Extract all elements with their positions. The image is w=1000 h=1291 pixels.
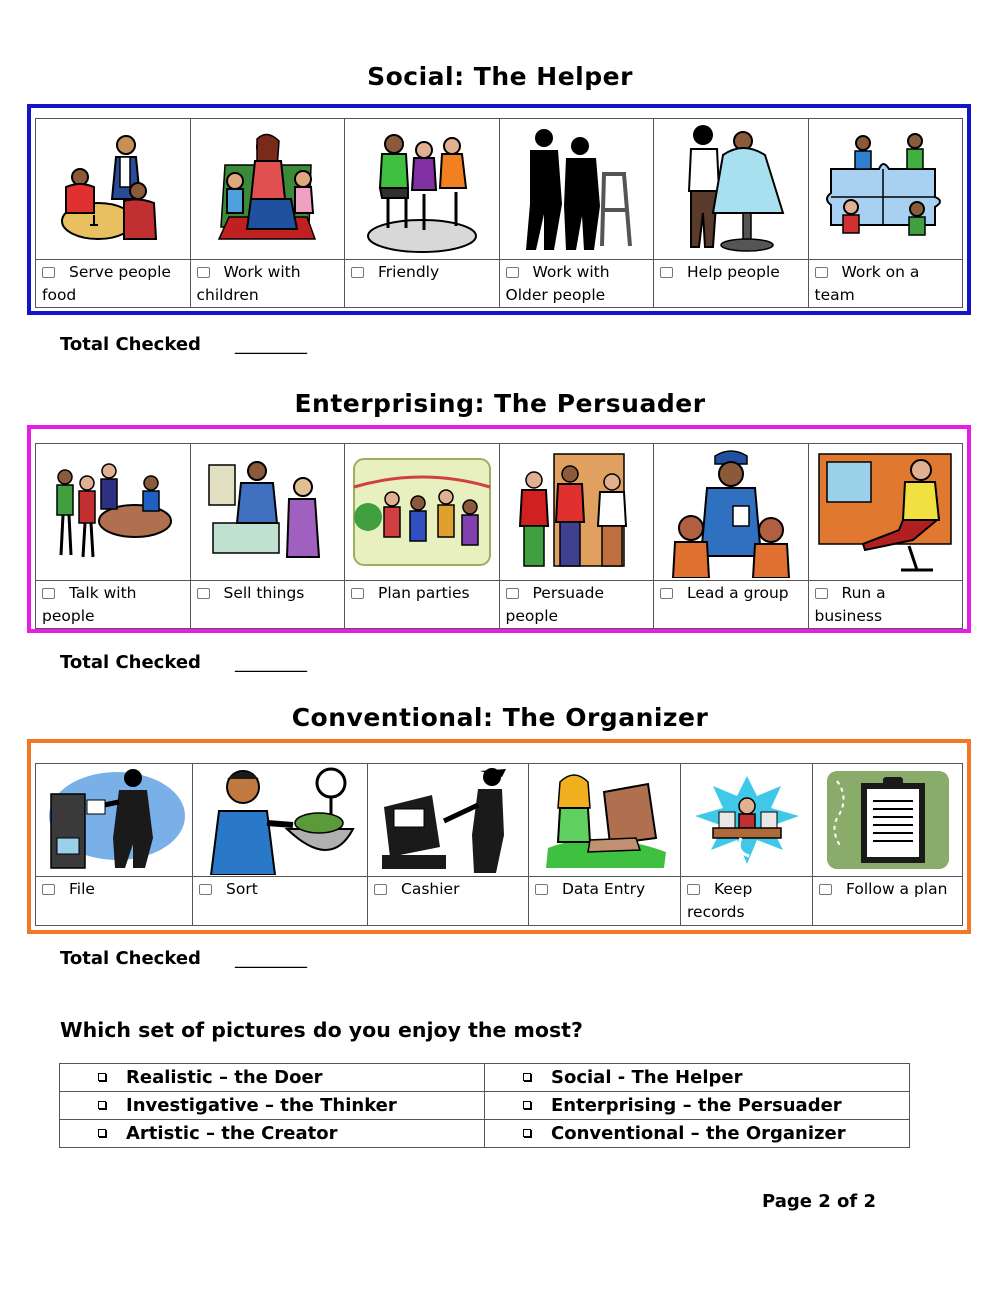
waiter-serving-icon bbox=[58, 129, 168, 249]
activity-option[interactable] bbox=[345, 260, 500, 308]
answer-label: Conventional – the Organizer bbox=[551, 1123, 846, 1144]
puzzle-team-icon bbox=[823, 129, 947, 249]
party-guests-icon bbox=[352, 457, 492, 567]
computer-typing-icon bbox=[540, 768, 670, 872]
total-checked-label: Total Checked bbox=[60, 652, 201, 673]
total-checked-conventional bbox=[60, 948, 307, 969]
picture-cell bbox=[345, 444, 500, 581]
answer-label: Realistic – the Doer bbox=[126, 1067, 323, 1088]
activity-label: Lead a group bbox=[687, 584, 789, 602]
hairdresser-icon bbox=[669, 121, 793, 257]
activity-option[interactable] bbox=[808, 260, 963, 308]
group-talking-icon bbox=[51, 457, 175, 567]
activity-label: Sort bbox=[226, 880, 258, 898]
activity-option[interactable] bbox=[499, 260, 654, 308]
checkbox[interactable] bbox=[535, 884, 548, 895]
section-frame-social bbox=[27, 104, 971, 315]
activity-option[interactable] bbox=[813, 877, 963, 926]
activity-label: Serve people food bbox=[42, 263, 171, 304]
section-title-conventional: Conventional: The Organizer bbox=[291, 703, 709, 732]
activity-option[interactable] bbox=[368, 877, 529, 926]
picture-cell bbox=[499, 119, 654, 260]
activity-option[interactable] bbox=[190, 581, 345, 629]
section-title-social: Social: The Helper bbox=[367, 62, 633, 91]
answer-label: Social - The Helper bbox=[551, 1067, 743, 1088]
answer-options-table bbox=[59, 1063, 910, 1148]
activity-option[interactable] bbox=[808, 581, 963, 629]
answer-option[interactable] bbox=[60, 1120, 485, 1148]
picture-cell bbox=[813, 764, 963, 877]
checkbox[interactable] bbox=[687, 884, 700, 895]
answer-option[interactable] bbox=[60, 1092, 485, 1120]
answer-option[interactable] bbox=[485, 1120, 910, 1148]
activity-label: Help people bbox=[687, 263, 780, 281]
answer-label: Enterprising – the Persuader bbox=[551, 1095, 842, 1116]
checkbox[interactable] bbox=[197, 267, 210, 278]
picture-cell bbox=[345, 119, 500, 260]
activity-option[interactable] bbox=[681, 877, 813, 926]
activity-label: Work with children bbox=[196, 263, 301, 304]
activity-label: Keep records bbox=[687, 880, 753, 921]
total-checked-blank[interactable]: ________ bbox=[235, 334, 307, 355]
picture-cell bbox=[36, 444, 191, 581]
picture-cell bbox=[529, 764, 681, 877]
picture-cell bbox=[808, 444, 963, 581]
activity-grid-conventional bbox=[35, 763, 963, 926]
activity-grid-social bbox=[35, 118, 963, 308]
section-frame-enterprising bbox=[27, 425, 971, 633]
activity-option[interactable] bbox=[654, 581, 809, 629]
square-bullet-icon[interactable] bbox=[98, 1101, 106, 1109]
filing-cabinet-icon bbox=[41, 768, 187, 872]
activity-option[interactable] bbox=[36, 260, 191, 308]
business-meeting-icon bbox=[514, 450, 638, 574]
square-bullet-icon[interactable] bbox=[523, 1073, 531, 1081]
answer-label: Investigative – the Thinker bbox=[126, 1095, 397, 1116]
activity-label: Talk with people bbox=[42, 584, 137, 625]
picture-cell bbox=[654, 444, 809, 581]
checkbox[interactable] bbox=[819, 884, 832, 895]
activity-label: File bbox=[69, 880, 95, 898]
teacher-children-icon bbox=[211, 129, 323, 249]
activity-label: Sell things bbox=[223, 584, 305, 602]
page-number: Page 2 of 2 bbox=[762, 1191, 876, 1212]
checkbox[interactable] bbox=[506, 267, 519, 278]
clipboard-icon bbox=[825, 769, 951, 871]
checkbox[interactable] bbox=[197, 588, 210, 599]
total-checked-social bbox=[60, 334, 307, 355]
picture-cell bbox=[193, 764, 368, 877]
picture-cell bbox=[368, 764, 529, 877]
checkbox[interactable] bbox=[42, 884, 55, 895]
checkbox[interactable] bbox=[660, 267, 673, 278]
total-checked-label: Total Checked bbox=[60, 334, 201, 355]
total-checked-enterprising bbox=[60, 652, 307, 673]
activity-option[interactable] bbox=[529, 877, 681, 926]
picture-cell bbox=[654, 119, 809, 260]
scale-sorting-icon bbox=[205, 765, 355, 875]
activity-label: Run a business bbox=[814, 584, 886, 625]
activity-label: Friendly bbox=[378, 263, 440, 281]
activity-grid-enterprising bbox=[35, 443, 963, 629]
checkbox[interactable] bbox=[351, 267, 364, 278]
friends-sitting-icon bbox=[362, 124, 482, 254]
coach-team-icon bbox=[671, 446, 791, 578]
activity-label: Work with Older people bbox=[505, 263, 610, 304]
square-bullet-icon[interactable] bbox=[523, 1129, 531, 1137]
picture-cell bbox=[681, 764, 813, 877]
total-checked-label: Total Checked bbox=[60, 948, 201, 969]
activity-option[interactable] bbox=[36, 581, 191, 629]
checkbox[interactable] bbox=[351, 588, 364, 599]
executive-phone-icon bbox=[817, 450, 953, 574]
activity-label: Persuade people bbox=[505, 584, 604, 625]
activity-option[interactable] bbox=[654, 260, 809, 308]
square-bullet-icon[interactable] bbox=[523, 1101, 531, 1109]
activity-label: Plan parties bbox=[378, 584, 470, 602]
picture-cell bbox=[190, 119, 345, 260]
answer-option[interactable] bbox=[60, 1064, 485, 1092]
checkbox[interactable] bbox=[506, 588, 519, 599]
picture-cell bbox=[499, 444, 654, 581]
square-bullet-icon[interactable] bbox=[98, 1129, 106, 1137]
activity-option[interactable] bbox=[36, 877, 193, 926]
checkbox[interactable] bbox=[374, 884, 387, 895]
activity-label: Follow a plan bbox=[846, 880, 948, 898]
checkbox[interactable] bbox=[815, 588, 828, 599]
activity-option[interactable] bbox=[190, 260, 345, 308]
activity-label: Cashier bbox=[401, 880, 460, 898]
activity-label: Data Entry bbox=[562, 880, 646, 898]
checkbox[interactable] bbox=[42, 267, 55, 278]
picture-cell bbox=[808, 119, 963, 260]
picture-cell bbox=[36, 764, 193, 877]
elderly-walker-icon bbox=[514, 124, 638, 254]
question-heading: Which set of pictures do you enjoy the most? bbox=[60, 1018, 583, 1042]
activity-option[interactable] bbox=[345, 581, 500, 629]
cash-register-icon bbox=[378, 765, 518, 875]
section-frame-conventional bbox=[27, 739, 971, 934]
square-bullet-icon[interactable] bbox=[98, 1073, 106, 1081]
answer-label: Artistic – the Creator bbox=[126, 1123, 338, 1144]
checkbox[interactable] bbox=[660, 588, 673, 599]
section-title-enterprising: Enterprising: The Persuader bbox=[294, 389, 706, 418]
picture-cell bbox=[36, 119, 191, 260]
picture-cell bbox=[190, 444, 345, 581]
total-checked-blank[interactable]: ________ bbox=[235, 948, 307, 969]
total-checked-blank[interactable]: ________ bbox=[235, 652, 307, 673]
checkbox[interactable] bbox=[42, 588, 55, 599]
answer-option[interactable] bbox=[485, 1064, 910, 1092]
answer-option[interactable] bbox=[485, 1092, 910, 1120]
record-keeper-icon bbox=[691, 772, 803, 868]
checkbox[interactable] bbox=[815, 267, 828, 278]
store-clerk-icon bbox=[205, 457, 329, 567]
activity-label: Work on a team bbox=[814, 263, 920, 304]
checkbox[interactable] bbox=[199, 884, 212, 895]
activity-option[interactable] bbox=[499, 581, 654, 629]
activity-option[interactable] bbox=[193, 877, 368, 926]
